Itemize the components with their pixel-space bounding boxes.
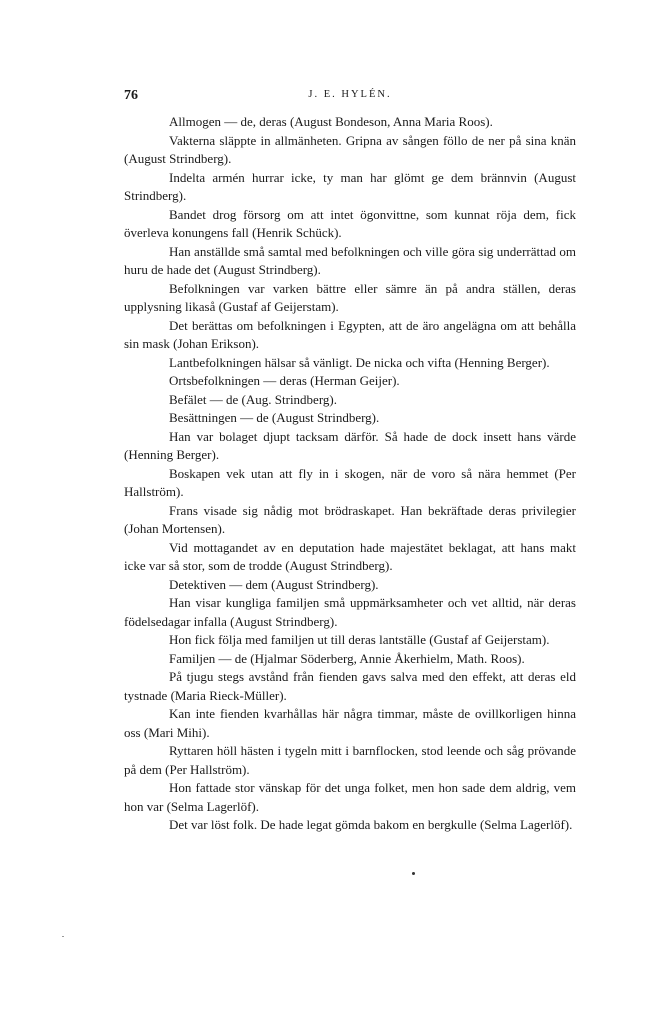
paper-speck — [62, 936, 64, 937]
paragraph: Ortsbefolkningen — deras (Herman Geijer). — [169, 373, 400, 388]
paragraph: Befolkningen var varken bättre eller sämre än på andra ställen, deras upplysning likaså (Gustaf af Geijerstam). — [124, 280, 576, 314]
page-header — [124, 88, 576, 108]
paragraph: Det berättas om befolkningen i Egypten, att de äro angelägna om att behålla sin mask (Johan Erikson). — [124, 317, 576, 351]
paragraph: Bandet drog försorg om att intet ögonvittne, som kunnat röja dem, fick överleva konungens fall (Henrik Schück). — [124, 206, 576, 240]
ink-dot — [412, 872, 415, 875]
paragraph: Allmogen — de, deras (August Bondeson, Anna Maria Roos). — [169, 114, 493, 129]
paragraph: Det var löst folk. De hade legat gömda bakom en bergkulle (Selma Lagerlöf). — [169, 817, 573, 832]
paragraph: Familjen — de (Hjalmar Söderberg, Annie Åkerhielm, Math. Roos). — [169, 650, 525, 666]
paragraph: Detektiven — dem (August Strindberg). — [169, 576, 379, 592]
page-number: 76 — [124, 88, 138, 103]
body-text — [124, 113, 576, 835]
paragraph: Vid mottagandet av en deputation hade majestätet beklagat, att hans makt icke var så stor, som de trodde (August Strindberg). — [124, 539, 576, 573]
paragraph: Hon fattade stor vänskap för det unga folket, men hon sade dem aldrig, vem hon var (Selma Lagerlöf). — [124, 780, 576, 814]
paragraph: Lantbefolkningen hälsar så vänligt. De nicka och vifta (Henning Berger). — [169, 354, 550, 370]
paragraph: Besättningen — de (August Strindberg). — [169, 410, 380, 425]
paragraph: Indelta armén hurrar icke, ty man har glömt ge dem brännvin (August Strindberg). — [124, 169, 576, 203]
paragraph: Han anställde små samtal med befolkningen och ville göra sig underrättad om huru de hade det (August Strindberg). — [124, 243, 576, 277]
paragraph: Vakterna släppte in allmänheten. Gripna av sången föllo de ner på sina knän (August Strindberg). — [124, 132, 576, 166]
paragraph: Boskapen vek utan att fly in i skogen, när de voro så nära hemmet (Per Hallström). — [124, 465, 576, 499]
paragraph: På tjugu stegs avstånd från fienden gavs salva med den effekt, att deras eld tystnade (Maria Rieck-Müller). — [124, 669, 576, 703]
paragraph: Ryttaren höll hästen i tygeln mitt i barnflocken, stod leende och såg prövande på dem (Per Hallström). — [124, 743, 576, 777]
running-title: J. E. HYLÉN. — [308, 89, 392, 100]
paragraph: Befälet — de (Aug. Strindberg). — [169, 391, 337, 407]
paragraph: Han visar kungliga familjen små uppmärksamheter och vet alltid, när deras födelsedagar infalla (August Strindberg). — [124, 595, 576, 629]
paragraph: Kan inte fienden kvarhållas här några timmar, måste de ovillkorligen hinna oss (Mari Mihi). — [124, 706, 576, 740]
paragraph: Frans visade sig nådig mot brödraskapet. Han bekräftade deras privilegier (Johan Mortensen). — [124, 502, 576, 536]
paragraph: Han var bolaget djupt tacksam därför. Så hade de dock insett hans värde (Henning Berger). — [124, 428, 576, 462]
paragraph: Hon fick följa med familjen ut till deras lantställe (Gustaf af Geijerstam). — [169, 632, 550, 647]
